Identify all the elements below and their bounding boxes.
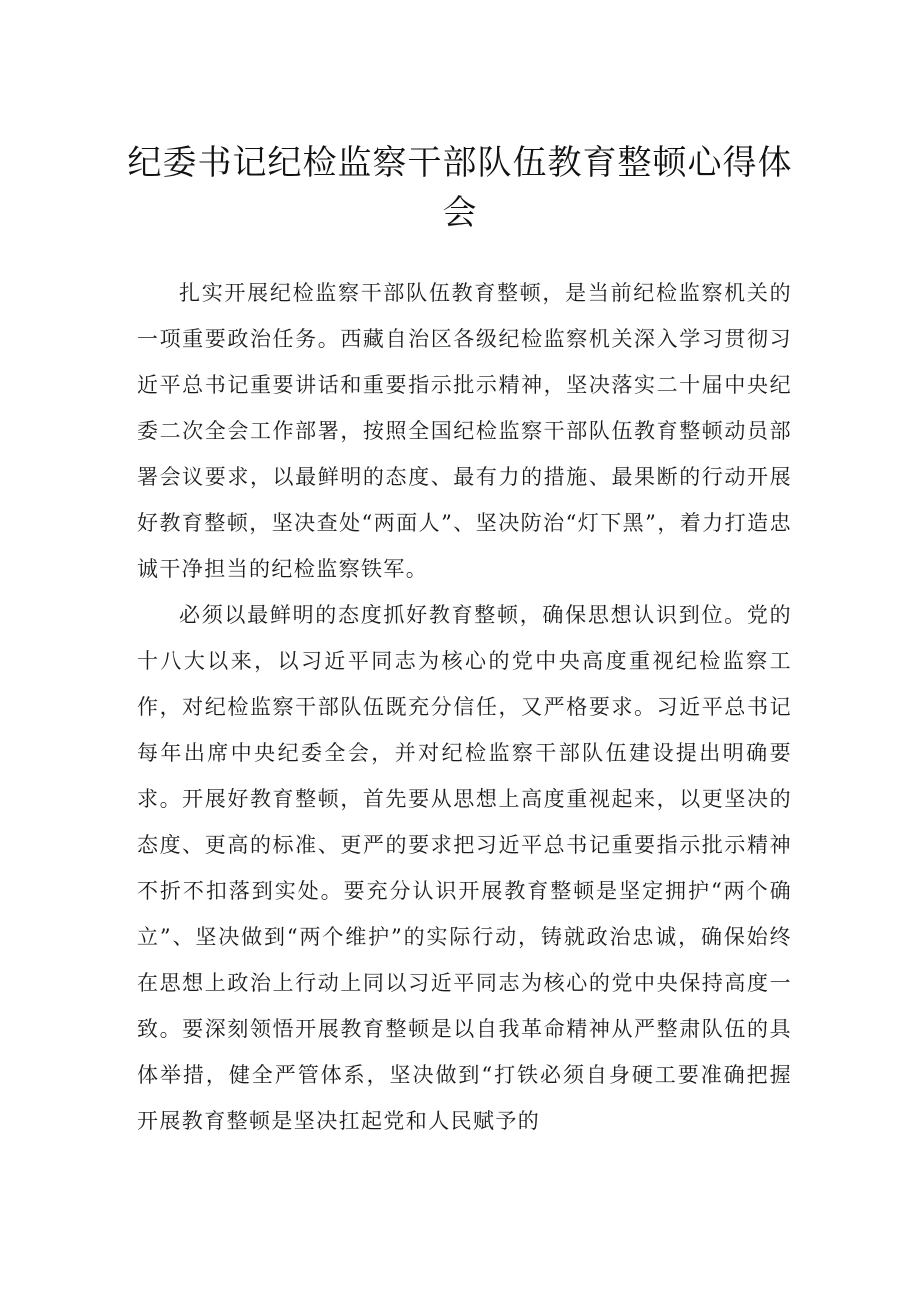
paragraph-1: 扎实开展纪检监察干部队伍教育整顿，是当前纪检监察机关的一项重要政治任务。西藏自治区各级纪检监察机关深入学习贯彻习近平总书记重要讲话和重要指示批示精神，坚决落实二十届中央纪委二次全会工作部署，按照全国纪检监察干部队伍教育整顿动员部署会议要求，以最鲜明的态度、最有力的措施、最果断的行动开展好教育整顿，坚决查处“两面人”、坚决防治“灯下黑”，着力打造忠诚干净担当的纪检监察铁军。 — [137, 281, 792, 581]
document-title: 纪委书记纪检监察干部队伍教育整顿心得体会 — [127, 143, 793, 233]
document-body — [137, 270, 792, 1144]
paragraph-2: 必须以最鲜明的态度抓好教育整顿，确保思想认识到位。党的十八大以来，以习近平同志为核心的党中央高度重视纪检监察工作，对纪检监察干部队伍既充分信任，又严格要求。习近平总书记每年出席中央纪委全会，并对纪检监察干部队伍建设提出明确要求。开展好教育整顿，首先要从思想上高度重视起来，以更坚决的态度、更高的标准、更严的要求把习近平总书记重要指示批示精神不折不扣落到实处。要充分认识开展教育整顿是坚定拥护“两个确立”、坚决做到“两个维护”的实际行动，铸就政治忠诚，确保始终在思想上政治上行动上同以习近平同志为核心的党中央保持高度一致。要深刻领悟开展教育整顿是以自我革命精神从严整肃队伍的具体举措，健全严管体系，坚决做到“打铁必须自身硬工要准确把握开展教育整顿是坚决扛起党和人民赋予的 — [137, 603, 792, 1133]
